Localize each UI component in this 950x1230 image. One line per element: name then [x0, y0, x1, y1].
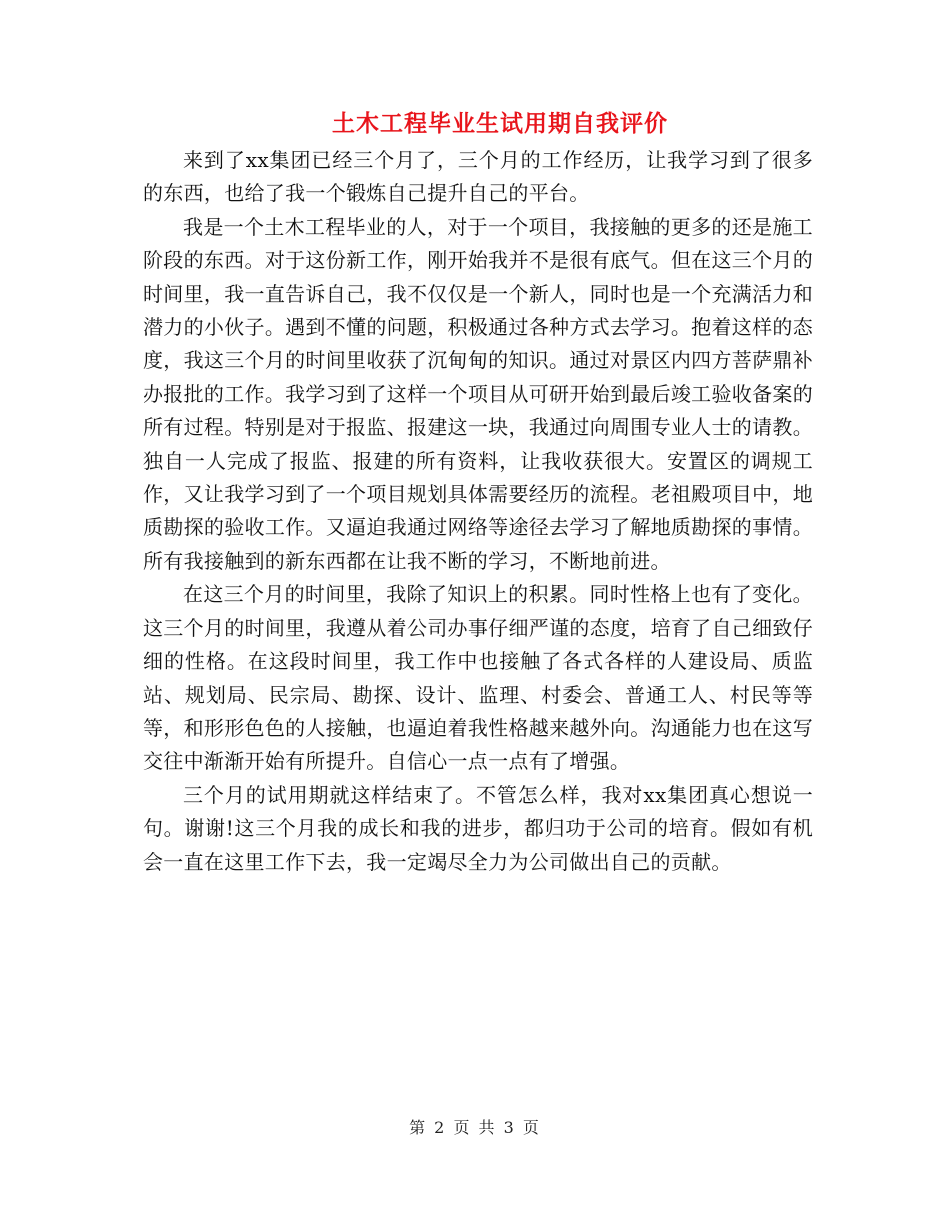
document-title: 土木工程毕业生试用期自我评价: [332, 110, 668, 137]
page-number-footer: 第 2 页 共 3 页: [409, 1118, 541, 1137]
paragraph-1: 来到了xx集团已经三个月了，三个月的工作经历，让我学习到了很多的东西，也给了我一个锻炼自己提升自己的平台。: [143, 148, 813, 206]
paragraph-4: 三个月的试用期就这样结束了。不管怎么样，我对xx集团真心想说一句。谢谢!这三个月我的成长和我的进步，都归功于公司的培育。假如有机会一直在这里工作下去，我一定竭尽全力为公司做出自己的贡献。: [143, 782, 813, 874]
document-body: [143, 144, 813, 879]
paragraph-3: 在这三个月的时间里，我除了知识上的积累。同时性格上也有了变化。这三个月的时间里，我遵从着公司办事仔细严谨的态度，培育了自己细致仔细的性格。在这段时间里，我工作中也接触了各式各样的人建设局、质监站、规划局、民宗局、勘探、设计、监理、村委会、普通工人、村民等等等，和形形色色的人接触，也逼迫着我性格越来越外向。沟通能力也在这写交往中渐渐开始有所提升。自信心一点一点有了增强。: [143, 582, 813, 774]
paragraph-2: 我是一个土木工程毕业的人，对于一个项目，我接触的更多的还是施工阶段的东西。对于这份新工作，刚开始我并不是很有底气。但在这三个月的时间里，我一直告诉自己，我不仅仅是一个新人，同时也是一个充满活力和潜力的小伙子。遇到不懂的问题，积极通过各种方式去学习。抱着这样的态度，我这三个月的时间里收获了沉甸甸的知识。通过对景区内四方菩萨鼎补办报批的工作。我学习到了这样一个项目从可研开始到最后竣工验收备案的所有过程。特别是对于报监、报建这一块，我通过向周围专业人士的请教。独自一人完成了报监、报建的所有资料，让我收获很大。安置区的调规工作，又让我学习到了一个项目规划具体需要经历的流程。老祖殿项目中，地质勘探的验收工作。又逼迫我通过网络等途径去学习了解地质勘探的事情。所有我接触到的新东西都在让我不断的学习，不断地前进。: [143, 214, 813, 573]
